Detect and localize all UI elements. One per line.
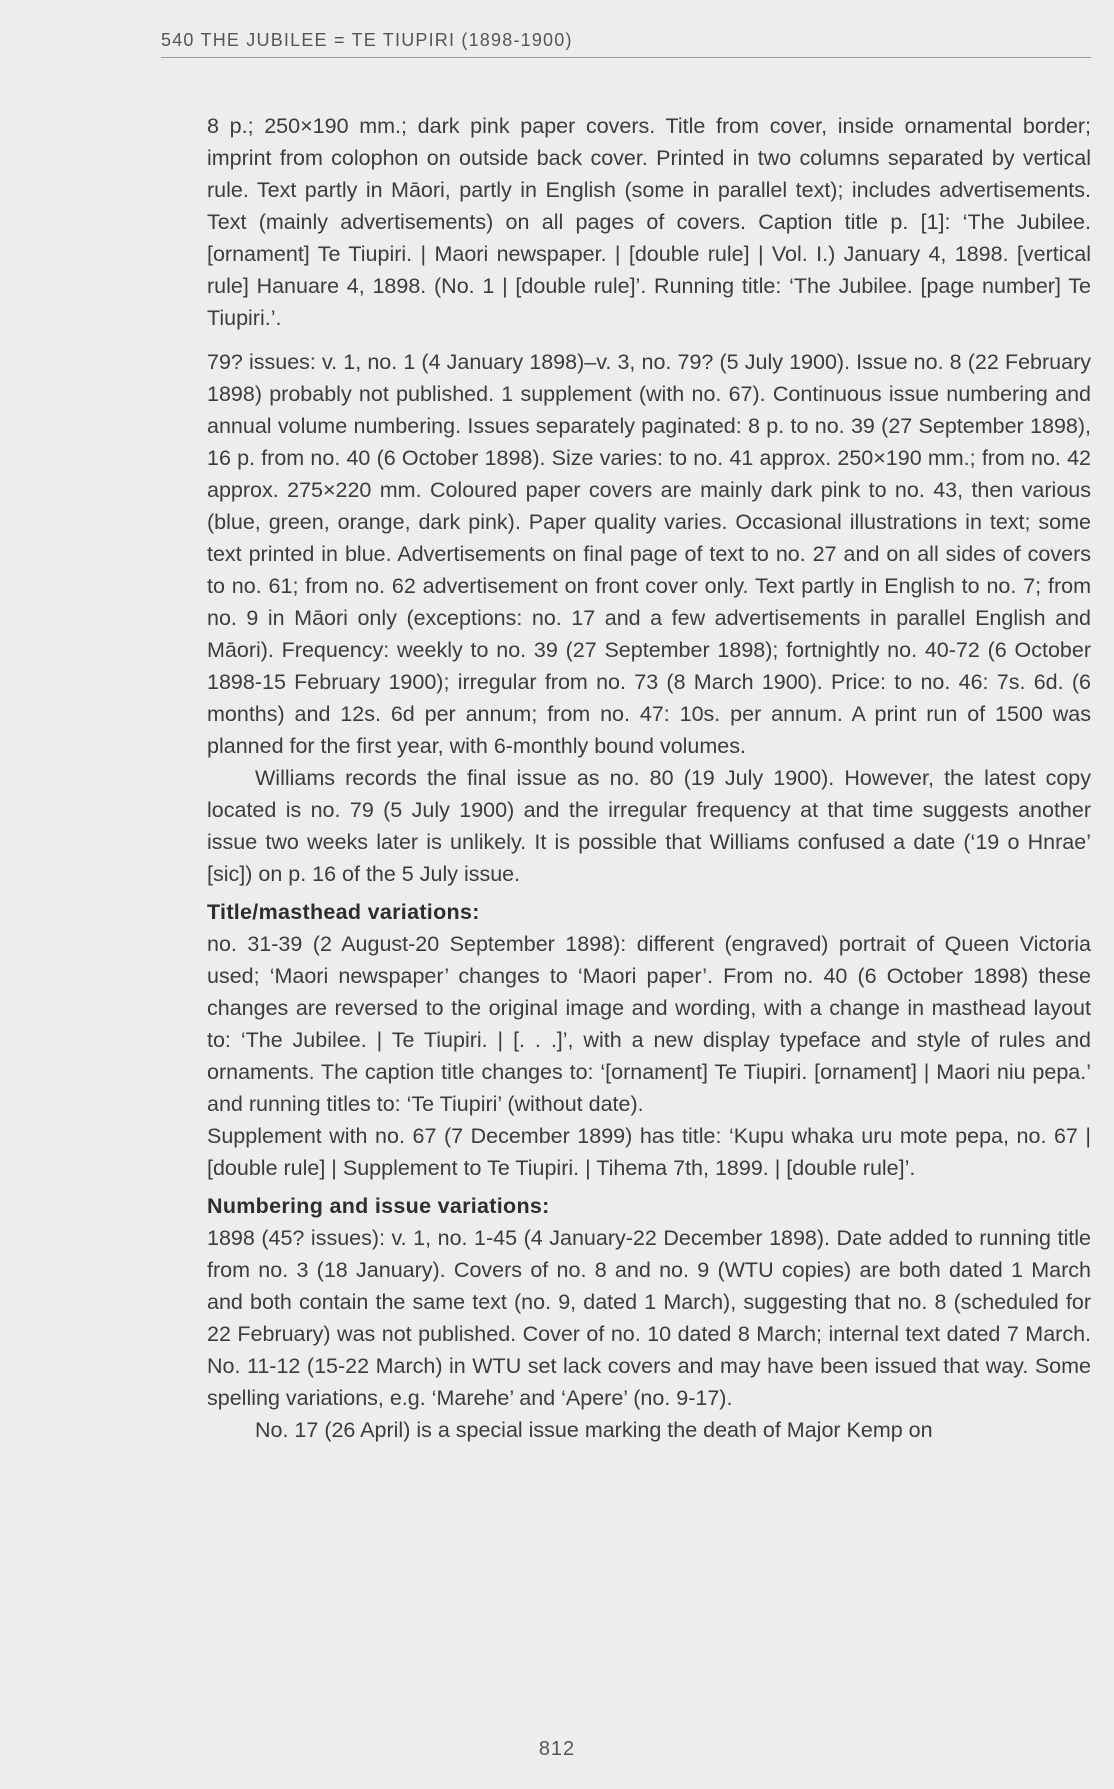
running-head: 540 THE JUBILEE = TE TIUPIRI (1898-1900) [161, 30, 1091, 58]
numbering-variations-heading: Numbering and issue variations: [207, 1194, 550, 1218]
title-variations-heading: Title/masthead variations: [207, 900, 480, 924]
issues-paragraph: 79? issues: v. 1, no. 1 (4 January 1898)–v. 3, no. 79? (5 July 1900). Issue no. 8 (22 February 1898) probably not published. 1 supplement (with no. 67). Continuous issue numbering and annual volume numbering. Issues separately paginated: 8 p. to no. 39 (27 September 1898), 16 p. from no. 40 (6 October 1898). Size varies: to no. 41 approx. 250×190 mm.; from no. 42 approx. 275×220 mm. Coloured paper covers are mainly dark pink to no. 43, then various (blue, green, orange, dark pink). Paper quality varies. Occasional illustrations in text; some text printed in blue. Advertisements on final page of text to no. 27 and on all sides of covers to no. 61; from no. 62 advertisement on front cover only. Text partly in English to no. 7; from no. 9 in Māori only (exceptions: no. 17 and a few advertisements in parallel English and Māori). Frequency: weekly to no. 39 (27 September 1898); fortnightly no. 40-72 (6 October 1898-15 February 1900); irregular from no. 73 (8 March 1900). Price: to no. 46: 7s. 6d. (6 months) and 12s. 6d per annum; from no. 47: 10s. per annum. A print run of 1500 was planned for the first year, with 6-monthly bound volumes. [207, 350, 1091, 758]
page-number: 812 [538, 1738, 576, 1760]
williams-paragraph: Williams records the final issue as no. 80 (19 July 1900). However, the latest copy located is no. 79 (5 July 1900) and the irregular frequency at that time suggests another issue two weeks later is unlikely. It is possible that Williams confused a date (‘19 o Hnrae’ [sic]) on p. 16 of the 5 July issue. [207, 766, 1091, 886]
supplement-paragraph: Supplement with no. 67 (7 December 1899) has title: ‘Kupu whaka uru mote pepa, no. 67 | [double rule] | Supplement to Te Tiupiri. | Tihema 7th, 1899. | [double rule]’. [207, 1124, 1091, 1180]
kemp-paragraph: No. 17 (26 April) is a special issue marking the death of Major Kemp on [255, 1418, 933, 1442]
numbering-paragraph: 1898 (45? issues): v. 1, no. 1-45 (4 January-22 December 1898). Date added to running title from no. 3 (18 January). Covers of no. 8 and no. 9 (WTU copies) are both dated 1 March and both contain the same text (no. 9, dated 1 March), suggesting that no. 8 (scheduled for 22 February) was not published. Cover of no. 10 dated 8 March; internal text dated 7 March. No. 11-12 (15-22 March) in WTU set lack covers and may have been issued that way. Some spelling variations, e.g. ‘Marehe’ and ‘Apere’ (no. 9-17). [207, 1226, 1091, 1410]
page-body [207, 110, 1091, 1446]
description-paragraph: 8 p.; 250×190 mm.; dark pink paper covers. Title from cover, inside ornamental border; imprint from colophon on outside back cover. Printed in two columns separated by vertical rule. Text partly in Māori, partly in English (some in parallel text); includes advertisements. Text (mainly advertisements) on all pages of covers. Caption title p. [1]: ‘The Jubilee. [ornament] Te Tiupiri. | Maori newspaper. | [double rule] | Vol. I.) January 4, 1898. [vertical rule] Hanuare 4, 1898. (No. 1 | [double rule]’. Running title: ‘The Jubilee. [page number] Te Tiupiri.’. [207, 114, 1091, 330]
title-variations-paragraph: no. 31-39 (2 August-20 September 1898): different (engraved) portrait of Queen Victoria used; ‘Maori newspaper’ changes to ‘Maori paper’. From no. 40 (6 October 1898) these changes are reversed to the original image and wording, with a change in masthead layout to: ‘The Jubilee. | Te Tiupiri. | [. . .]’, with a new display typeface and style of rules and ornaments. The caption title changes to: ‘[ornament] Te Tiupiri. [ornament] | Maori niu pepa.’ and running titles to: ‘Te Tiupiri’ (without date). [207, 932, 1091, 1116]
